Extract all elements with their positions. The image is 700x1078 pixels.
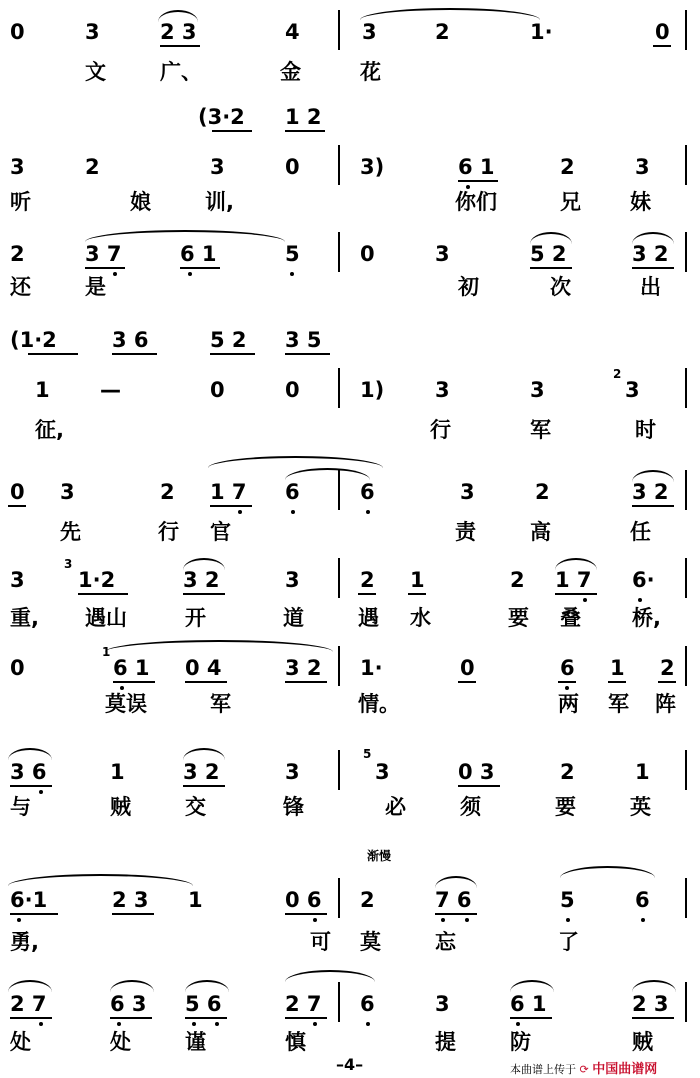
low-dot <box>465 918 469 922</box>
note: 6 1 <box>113 656 150 680</box>
slur <box>8 748 52 760</box>
note: 5 6 <box>185 992 222 1016</box>
lyric: 提 <box>435 1030 456 1054</box>
note: 2 7 <box>285 992 322 1016</box>
note: 3 2 <box>183 568 220 592</box>
bar-line <box>338 878 340 918</box>
low-dot <box>638 598 642 602</box>
underline <box>185 681 227 683</box>
underline <box>408 593 426 595</box>
underline <box>435 913 477 915</box>
bar-line <box>685 558 687 598</box>
underline <box>113 681 155 683</box>
note: 5 <box>560 888 575 912</box>
lyric: 高 <box>530 520 551 544</box>
low-dot <box>17 918 21 922</box>
watermark <box>510 1058 657 1077</box>
low-dot <box>441 918 445 922</box>
note: 1·2 <box>78 568 116 592</box>
lyric: 莫误 <box>105 692 147 716</box>
underline <box>632 505 674 507</box>
grace-note: 5 <box>363 747 372 761</box>
note: 2 <box>435 20 450 44</box>
underline <box>555 593 597 595</box>
lyric: 兄 <box>560 190 581 214</box>
note: 6 <box>285 480 300 504</box>
note: 6 1 <box>180 242 217 266</box>
underline <box>212 130 252 132</box>
low-dot <box>641 918 645 922</box>
note: (3·2 <box>198 105 245 129</box>
note: 3 <box>10 568 25 592</box>
underline <box>210 505 252 507</box>
underline <box>458 785 500 787</box>
lyric: 花 <box>360 60 381 84</box>
bar-line <box>685 878 687 918</box>
lyric: 锋 <box>283 795 304 819</box>
note: 2 <box>660 656 675 680</box>
bar-line <box>685 10 687 50</box>
low-dot <box>188 272 192 276</box>
slur <box>8 874 193 886</box>
note: 0 6 <box>285 888 322 912</box>
bar-line <box>338 470 340 510</box>
note: 3 <box>625 378 640 402</box>
bar-line <box>685 982 687 1022</box>
note: 3 <box>435 992 450 1016</box>
slur <box>560 866 655 878</box>
lyric: 重, <box>10 606 39 630</box>
underline <box>558 681 576 683</box>
lyric: 处 <box>110 1030 131 1054</box>
note: 2 <box>10 242 25 266</box>
note: 2 <box>360 568 375 592</box>
underline <box>78 593 128 595</box>
lyric: 慎 <box>285 1030 306 1054</box>
slur <box>510 980 554 992</box>
lyric: 水 <box>410 606 431 630</box>
note: — <box>100 378 121 402</box>
note: 3 2 <box>632 480 669 504</box>
lyric: 贼 <box>632 1030 653 1054</box>
bar-line <box>338 558 340 598</box>
bar-line <box>685 646 687 686</box>
note: 7 6 <box>435 888 472 912</box>
low-dot <box>583 598 587 602</box>
note: 1 <box>35 378 50 402</box>
slur <box>185 980 229 992</box>
note: 3 <box>635 155 650 179</box>
note: 1 <box>610 656 625 680</box>
bar-line <box>338 232 340 272</box>
slur <box>105 640 333 652</box>
note: 0 <box>360 242 375 266</box>
note: 3 2 <box>632 242 669 266</box>
note: 3 <box>460 480 475 504</box>
underline <box>285 1017 327 1019</box>
note: 3 <box>60 480 75 504</box>
underline <box>632 1017 674 1019</box>
note: 1 <box>635 760 650 784</box>
lyric: 与 <box>10 795 31 819</box>
underline <box>285 913 327 915</box>
lyric: 出 <box>640 275 661 299</box>
underline <box>658 681 676 683</box>
lyric: 忘 <box>435 930 456 954</box>
slur <box>208 456 383 468</box>
note: 1 <box>188 888 203 912</box>
lyric: 你们 <box>455 190 497 214</box>
note: 2 3 <box>112 888 149 912</box>
note: 0 <box>285 155 300 179</box>
note: 3 <box>285 568 300 592</box>
note: 6· <box>632 568 655 592</box>
lyric: 道 <box>283 606 304 630</box>
underline <box>110 1017 152 1019</box>
slur <box>632 980 676 992</box>
slur <box>85 230 285 242</box>
underline <box>358 593 376 595</box>
lyric: 行 <box>158 520 179 544</box>
underline <box>185 1017 227 1019</box>
lyric: 处 <box>10 1030 31 1054</box>
lyric: 次 <box>550 275 571 299</box>
lyric: 军 <box>210 692 231 716</box>
tempo-marking: 渐慢 <box>367 849 392 863</box>
low-dot <box>366 510 370 514</box>
underline <box>285 353 330 355</box>
underline <box>210 353 255 355</box>
note: 0 <box>655 20 670 44</box>
lyric: 防 <box>510 1030 531 1054</box>
lyric: 桥, <box>632 606 661 630</box>
note: 2 3 <box>160 20 197 44</box>
note: 6 <box>360 992 375 1016</box>
note: 3 6 <box>10 760 47 784</box>
lyric: 还 <box>10 275 31 299</box>
low-dot <box>238 510 242 514</box>
bar-line <box>338 750 340 790</box>
note: 3 2 <box>285 656 322 680</box>
lyric: 莫 <box>360 930 381 954</box>
lyric: 要 <box>508 606 529 630</box>
underline <box>285 130 325 132</box>
underline <box>632 267 674 269</box>
lyric: 可 <box>310 930 331 954</box>
note: 0 <box>10 480 25 504</box>
note: 0 <box>285 378 300 402</box>
lyric: 必 <box>385 795 406 819</box>
lyric: 须 <box>460 795 481 819</box>
note: 3 5 <box>285 328 322 352</box>
note: 1 2 <box>285 105 322 129</box>
note: 3 <box>435 242 450 266</box>
lyric: 初 <box>458 275 479 299</box>
bar-line <box>338 145 340 185</box>
note: 1· <box>530 20 553 44</box>
lyric: 了 <box>558 930 579 954</box>
low-dot <box>113 272 117 276</box>
note: 5 2 <box>210 328 247 352</box>
low-dot <box>313 918 317 922</box>
note: 2 7 <box>10 992 47 1016</box>
lyric: 阵 <box>655 692 676 716</box>
note: 1) <box>360 378 385 402</box>
note: 6 1 <box>458 155 495 179</box>
low-dot <box>466 185 470 189</box>
note: 2 <box>510 568 525 592</box>
lyric: 金 <box>280 60 301 84</box>
underline <box>180 267 220 269</box>
underline <box>28 353 78 355</box>
slur <box>110 980 154 992</box>
low-dot <box>39 790 43 794</box>
underline <box>8 505 26 507</box>
lyric: 官 <box>210 520 231 544</box>
note: 3 <box>362 20 377 44</box>
slur <box>183 748 225 760</box>
note: 5 2 <box>530 242 567 266</box>
underline <box>85 267 125 269</box>
note: 1 <box>410 568 425 592</box>
low-dot <box>117 1022 121 1026</box>
note: 6 <box>635 888 650 912</box>
lyric: 听 <box>10 190 31 214</box>
lyric: 情。 <box>358 692 400 716</box>
low-dot <box>313 1022 317 1026</box>
note: 0 <box>10 656 25 680</box>
note: 2 <box>560 760 575 784</box>
lyric: 任 <box>630 520 651 544</box>
watermark-prefix: 本曲谱上传于 <box>510 1063 576 1076</box>
note: 3 <box>375 760 390 784</box>
lyric: 是 <box>85 275 106 299</box>
bar-line <box>685 145 687 185</box>
lyric: 军 <box>530 418 551 442</box>
note: 2 <box>85 155 100 179</box>
note: 1· <box>360 656 383 680</box>
bar-line <box>685 368 687 408</box>
note: 2 <box>535 480 550 504</box>
note: 3 <box>530 378 545 402</box>
underline <box>112 353 157 355</box>
note: 0 3 <box>458 760 495 784</box>
slur <box>435 876 477 888</box>
underline <box>10 785 52 787</box>
underline <box>653 45 671 47</box>
note: 4 <box>285 20 300 44</box>
note: 2 <box>560 155 575 179</box>
watermark-site: 中国曲谱网 <box>592 1062 658 1077</box>
underline <box>183 785 225 787</box>
lyric: 英 <box>630 795 651 819</box>
note: 3 <box>85 20 100 44</box>
underline <box>608 681 626 683</box>
note: 3 <box>435 378 450 402</box>
note: 3 6 <box>112 328 149 352</box>
note: 2 <box>360 888 375 912</box>
lyric: 要 <box>555 795 576 819</box>
bar-line <box>685 750 687 790</box>
lyric: 遇山 <box>85 606 127 630</box>
lyric: 娘 <box>130 190 151 214</box>
low-dot <box>120 686 124 690</box>
lyric: 叠 <box>560 606 581 630</box>
lyric: 开 <box>185 606 206 630</box>
note: 0 <box>10 20 25 44</box>
lyric: 文 <box>85 60 106 84</box>
lyric: 广、 <box>160 60 202 84</box>
lyric: 妹 <box>630 190 651 214</box>
underline <box>458 180 498 182</box>
tie <box>285 468 370 480</box>
note: 6 3 <box>110 992 147 1016</box>
note: 5 <box>285 242 300 266</box>
low-dot <box>566 918 570 922</box>
note: 0 4 <box>185 656 222 680</box>
underline <box>160 45 200 47</box>
low-dot <box>291 510 295 514</box>
underline <box>183 593 225 595</box>
slur <box>8 980 52 992</box>
lyric: 遇 <box>358 606 379 630</box>
underline <box>10 913 58 915</box>
underline <box>112 913 154 915</box>
low-dot <box>215 1022 219 1026</box>
note: 3) <box>360 155 385 179</box>
underline <box>510 1017 552 1019</box>
note: 2 3 <box>632 992 669 1016</box>
note: 3 2 <box>183 760 220 784</box>
underline <box>530 267 572 269</box>
note: 6 <box>560 656 575 680</box>
note: (1·2 <box>10 328 57 352</box>
bar-line <box>685 232 687 272</box>
watermark-logo-icon: ⟳ <box>579 1063 589 1076</box>
note: 1 <box>110 760 125 784</box>
lyric: 时 <box>635 418 656 442</box>
grace-note: 2 <box>613 367 622 381</box>
bar-line <box>338 10 340 50</box>
lyric: 训, <box>205 190 234 214</box>
slur <box>285 970 375 982</box>
lyric: 贼 <box>110 795 131 819</box>
lyric: 征, <box>35 418 64 442</box>
underline <box>285 681 327 683</box>
note: 3 <box>210 155 225 179</box>
note: 6 <box>360 480 375 504</box>
note: 2 <box>160 480 175 504</box>
note: 6 1 <box>510 992 547 1016</box>
note: 0 <box>210 378 225 402</box>
bar-line <box>338 646 340 686</box>
page-number: –4– <box>336 1055 364 1074</box>
note: 3 <box>10 155 25 179</box>
low-dot <box>516 1022 520 1026</box>
lyric: 两 <box>558 692 579 716</box>
low-dot <box>366 1022 370 1026</box>
underline <box>10 1017 52 1019</box>
grace-note: 1 <box>102 645 111 659</box>
low-dot <box>192 1022 196 1026</box>
lyric: 军 <box>608 692 629 716</box>
lyric: 先 <box>60 520 81 544</box>
note: 3 7 <box>85 242 122 266</box>
note: 0 <box>460 656 475 680</box>
note: 6·1 <box>10 888 48 912</box>
note: 1 7 <box>555 568 592 592</box>
grace-note: 3 <box>64 557 73 571</box>
lyric: 责 <box>455 520 476 544</box>
bar-line <box>685 470 687 510</box>
bar-line <box>338 982 340 1022</box>
low-dot <box>290 272 294 276</box>
low-dot <box>39 1022 43 1026</box>
note: 1 7 <box>210 480 247 504</box>
lyric: 勇, <box>10 930 39 954</box>
lyric: 谨 <box>185 1030 206 1054</box>
bar-line <box>338 368 340 408</box>
lyric: 行 <box>430 418 451 442</box>
slur <box>360 8 540 20</box>
lyric: 交 <box>185 795 206 819</box>
underline <box>458 681 476 683</box>
note: 3 <box>285 760 300 784</box>
low-dot <box>565 686 569 690</box>
